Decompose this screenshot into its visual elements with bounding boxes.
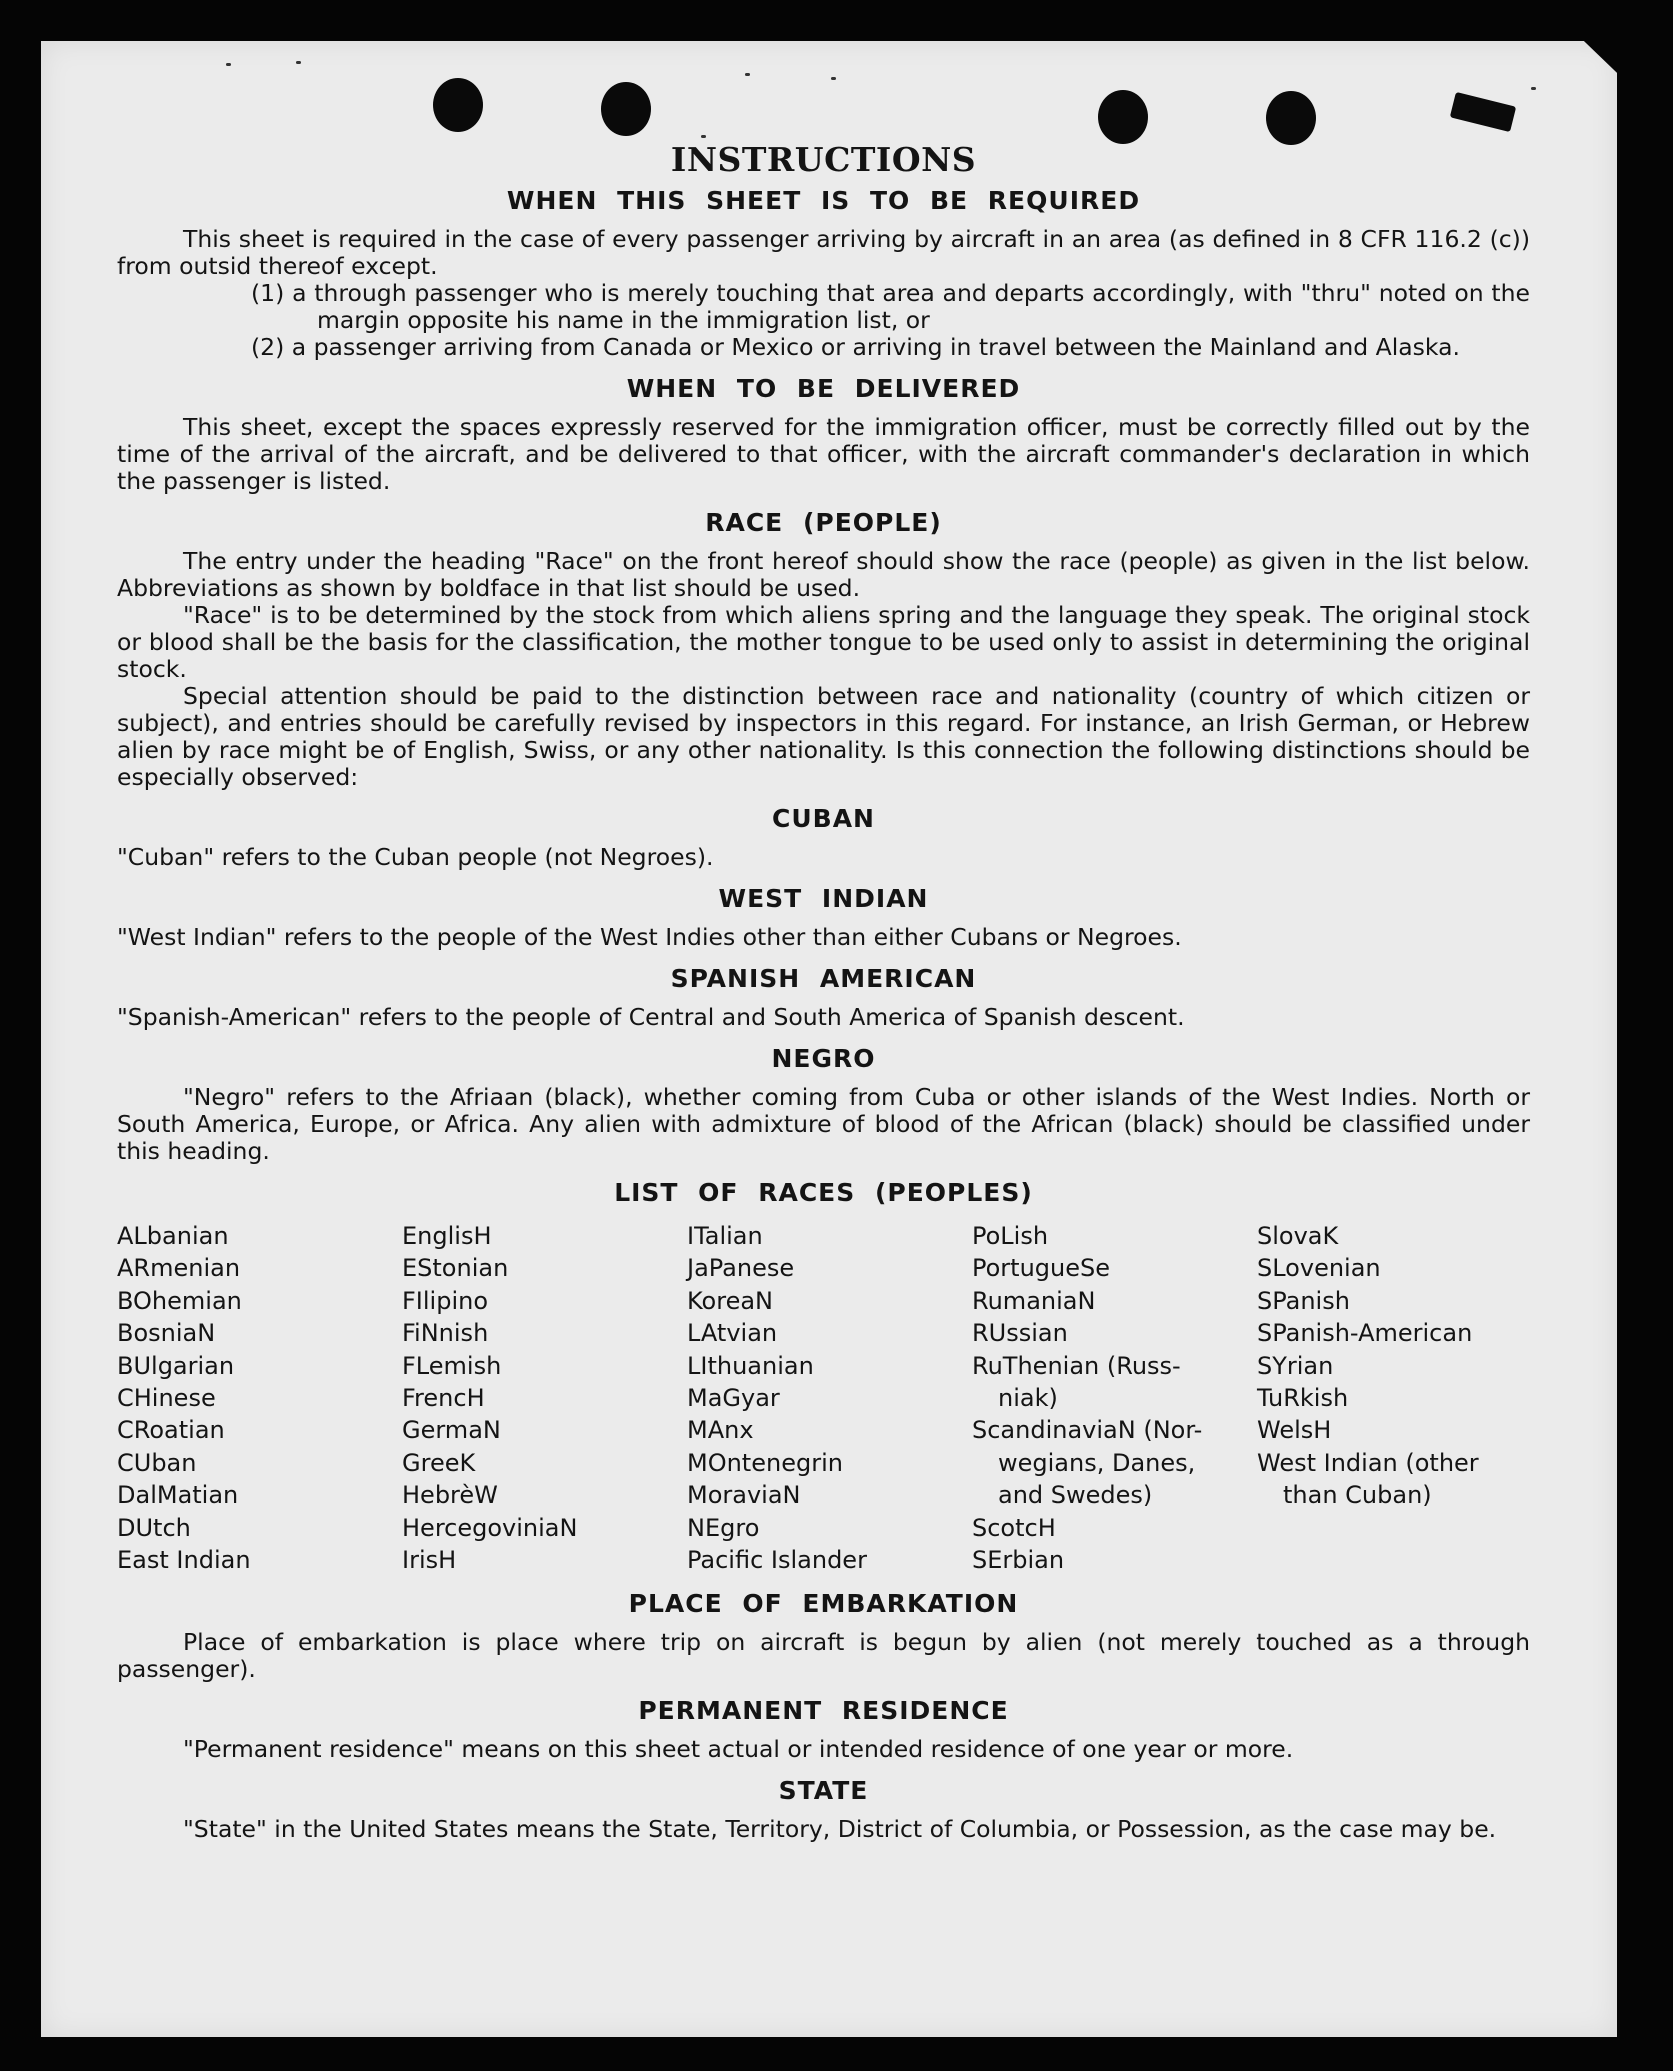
- exception-item-2: (2) a passenger arriving from Canada or Mexico or arriving in travel between the Mainland and Alaska.: [251, 333, 1460, 361]
- heading-spanish-american: SPANISH AMERICAN: [670, 964, 977, 993]
- race-column-4: [972, 1220, 1257, 1576]
- race-item: HercegoviniaN: [402, 1513, 578, 1542]
- ink-speck: [1531, 87, 1536, 90]
- race-item: EStonian: [402, 1254, 509, 1283]
- punch-hole: [433, 78, 483, 132]
- ink-speck: [701, 135, 706, 138]
- race-column-3: [687, 1220, 972, 1576]
- race-item: SErbian: [972, 1546, 1065, 1575]
- race-item: than Cuban): [1283, 1481, 1432, 1510]
- race-item: MOntenegrin: [687, 1448, 843, 1477]
- race-item: NEgro: [687, 1513, 760, 1542]
- race-item: KoreaN: [687, 1286, 773, 1315]
- race-item: ScandinaviaN (Nor-: [972, 1416, 1203, 1445]
- spanish-american-paragraph: "Spanish-American" refers to the people of Central and South America of Spanish descent.: [117, 1003, 1185, 1031]
- heading-west-indian: WEST INDIAN: [718, 884, 929, 913]
- race-item: SPanish-American: [1257, 1319, 1473, 1348]
- race-item: ALbanian: [117, 1222, 229, 1250]
- state-paragraph: "State" in the United States means the State, Territory, District of Columbia, or Possession, as the case may be.: [183, 1815, 1497, 1844]
- race-item: SYrian: [1257, 1351, 1334, 1380]
- punch-hole: [601, 82, 651, 136]
- punch-hole: [1266, 91, 1316, 145]
- race-list: [117, 1220, 1530, 1576]
- race-item: HebrèW: [402, 1481, 498, 1510]
- race-column-1: [117, 1220, 402, 1576]
- race-item: EnglisH: [402, 1222, 492, 1250]
- ink-speck: [296, 61, 301, 64]
- exception-item-1: (1) a through passenger who is merely touching that area and departs accordingly, with "thru" noted on the margin opposite his name in the immigration list, or: [251, 279, 1530, 334]
- delivered-paragraph: This sheet, except the spaces expressly reserved for the immigration officer, must be correctly filled out by the time of the arrival of the aircraft, and be delivered to that officer, with the aircraft commander's declaration in which the passenger is listed.: [117, 413, 1530, 495]
- race-item: BosniaN: [117, 1319, 216, 1348]
- race-paragraph-1: The entry under the heading "Race" on the front hereof should show the race (people) as given in the list below. Abbreviations as shown by boldface in that list should be used.: [117, 547, 1530, 602]
- race-item: CUban: [117, 1448, 197, 1477]
- race-item: SlovaK: [1257, 1222, 1339, 1250]
- embarkation-paragraph: Place of embarkation is place where trip on aircraft is begun by alien (not merely touched as a through passenger).: [117, 1628, 1530, 1684]
- race-item: ITalian: [687, 1222, 763, 1250]
- race-item: LIthuanian: [687, 1351, 814, 1380]
- race-item: DalMatian: [117, 1481, 239, 1510]
- race-item: DUtch: [117, 1513, 191, 1542]
- race-item: PoLish: [972, 1222, 1049, 1250]
- negro-paragraph: "Negro" refers to the Afriaan (black), whether coming from Cuba or other islands of the West Indies. North or South America, Europe, or Africa. Any alien with admixture of blood of the African (black) should be classified under this heading.: [117, 1083, 1530, 1165]
- race-item: RumaniaN: [972, 1286, 1096, 1315]
- race-column-5: [1257, 1220, 1542, 1576]
- heading-cuban: CUBAN: [772, 804, 875, 833]
- race-item: ScotcH: [972, 1513, 1056, 1542]
- cuban-paragraph: "Cuban" refers to the Cuban people (not Negroes).: [117, 843, 714, 871]
- race-item: niak): [998, 1384, 1058, 1413]
- race-item: RUssian: [972, 1319, 1068, 1348]
- race-item: PortugueSe: [972, 1254, 1110, 1283]
- race-item: FLemish: [402, 1351, 502, 1380]
- race-paragraph-3: Special attention should be paid to the distinction between race and nationality (country of which citizen or subject), and entries should be carefully revised by inspectors in this regard. For instance, an Irish German, or Hebrew alien by race might be of English, Swiss, or any other nationality. Is this connection the following distinctions should be especially observed:: [117, 682, 1530, 791]
- west-indian-paragraph: "West Indian" refers to the people of the West Indies other than either Cubans or Negroes.: [117, 923, 1182, 951]
- heading-list-of-races: LIST OF RACES (PEOPLES): [614, 1178, 1033, 1207]
- race-item: MaGyar: [687, 1384, 780, 1413]
- race-item: BOhemian: [117, 1286, 242, 1315]
- race-item: West Indian (other: [1257, 1448, 1479, 1477]
- race-item: RuThenian (Russ-: [972, 1351, 1181, 1380]
- residence-paragraph: "Permanent residence" means on this sheet actual or intended residence of one year or more.: [183, 1735, 1294, 1764]
- ink-speck: [226, 63, 231, 66]
- ink-speck: [831, 77, 836, 80]
- race-item: JaPanese: [687, 1254, 795, 1283]
- race-item: and Swedes): [998, 1481, 1153, 1510]
- race-item: WelsH: [1257, 1416, 1332, 1445]
- required-paragraph: This sheet is required in the case of every passenger arriving by aircraft in an area (as defined in 8 CFR 116.2 (c)) from outsid thereof except.: [117, 225, 1530, 280]
- race-item: IrisH: [402, 1546, 457, 1575]
- race-item: wegians, Danes,: [998, 1448, 1196, 1477]
- race-column-2: [402, 1220, 687, 1576]
- race-item: SLovenian: [1257, 1254, 1381, 1283]
- race-paragraph-2: "Race" is to be determined by the stock from which aliens spring and the language they speak. The original stock or blood shall be the basis for the classification, the mother tongue to be used only to assist in determining the original stock.: [117, 601, 1530, 683]
- race-item: FIlipino: [402, 1286, 489, 1315]
- heading-required: WHEN THIS SHEET IS TO BE REQUIRED: [506, 186, 1141, 215]
- race-item: GermaN: [402, 1416, 501, 1445]
- race-item: Pacific Islander: [687, 1546, 867, 1575]
- heading-embarkation: PLACE OF EMBARKATION: [628, 1589, 1019, 1619]
- punch-hole: [1098, 90, 1148, 144]
- race-item: GreeK: [402, 1448, 476, 1477]
- race-item: CHinese: [117, 1384, 216, 1413]
- page-title: INSTRUCTIONS: [670, 140, 977, 179]
- ink-speck: [745, 73, 750, 76]
- race-item: East Indian: [117, 1546, 251, 1575]
- race-item: FiNnish: [402, 1319, 489, 1348]
- race-item: BUlgarian: [117, 1351, 235, 1380]
- race-item: MoraviaN: [687, 1481, 801, 1510]
- heading-state: STATE: [778, 1776, 869, 1806]
- race-item: MAnx: [687, 1416, 754, 1445]
- race-item: CRoatian: [117, 1416, 225, 1445]
- instructions-content: [117, 140, 1530, 1843]
- heading-residence: PERMANENT RESIDENCE: [638, 1696, 1009, 1726]
- race-item: LAtvian: [687, 1319, 778, 1348]
- race-item: FrencH: [402, 1384, 485, 1413]
- race-item: TuRkish: [1257, 1384, 1349, 1413]
- heading-negro: NEGRO: [771, 1044, 876, 1073]
- heading-race: RACE (PEOPLE): [705, 508, 942, 537]
- race-item: SPanish: [1257, 1286, 1350, 1315]
- heading-delivered: WHEN TO BE DELIVERED: [626, 374, 1021, 403]
- race-item: ARmenian: [117, 1254, 241, 1283]
